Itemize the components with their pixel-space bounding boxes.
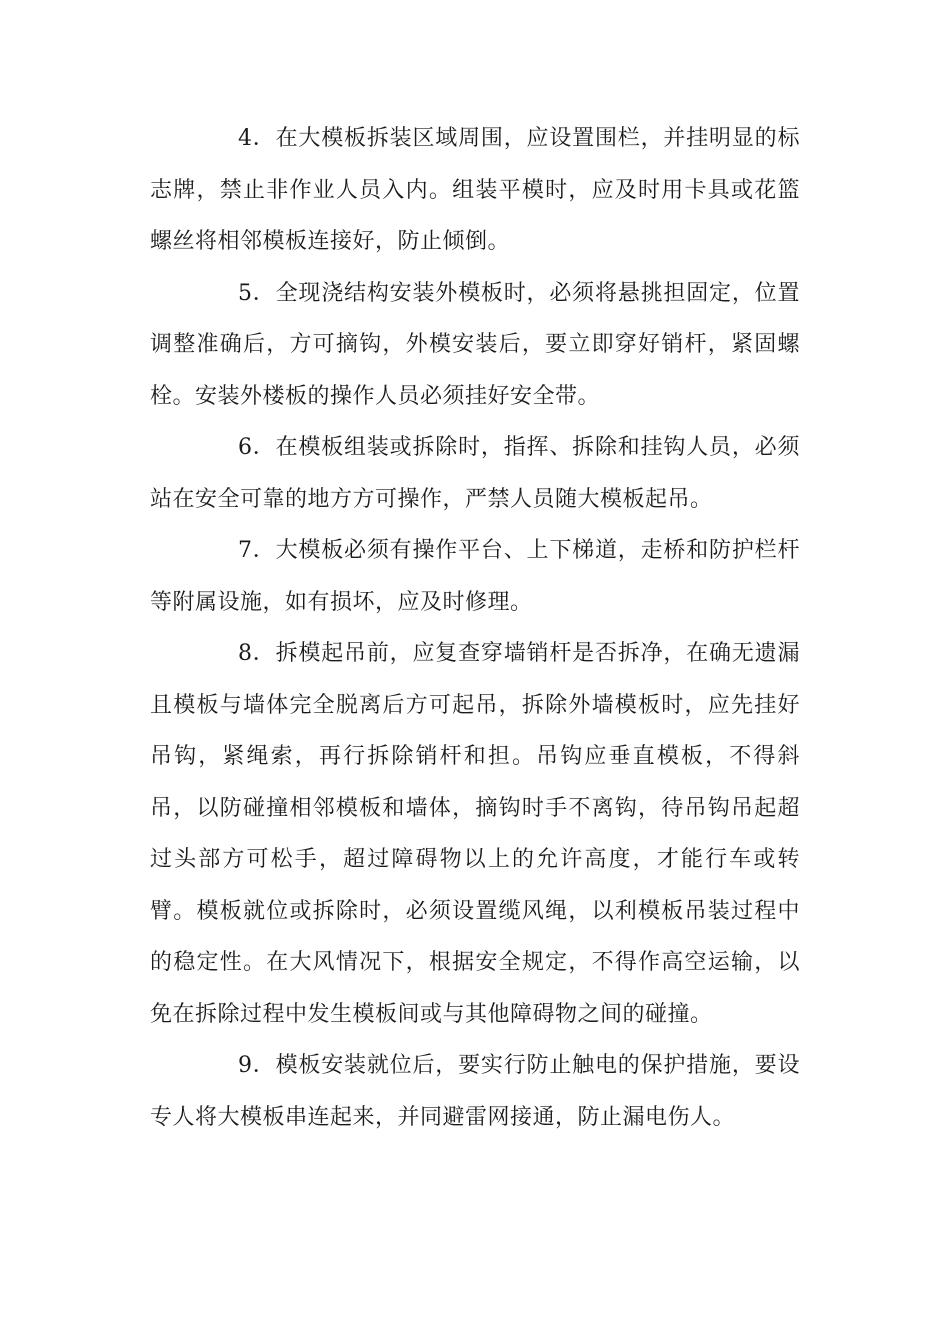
paragraph-item-4: 4．在大模板拆装区域周围，应设置围栏，并挂明显的标志牌，禁止非作业人员入内。组装平模时，应及时用卡具或花篮螺丝将相邻模板连接好，防止倾倒。 bbox=[150, 126, 800, 254]
paragraph-item-6: 6．在模板组装或拆除时，指挥、拆除和挂钩人员，必须站在安全可靠的地方方可操作，严禁人员随大模板起吊。 bbox=[150, 435, 800, 512]
paragraph-item-5: 5．全现浇结构安装外模板时，必须将悬挑担固定，位置调整准确后，方可摘钩，外模安装后，要立即穿好销杆，紧固螺栓。安装外楼板的操作人员必须挂好安全带。 bbox=[150, 280, 800, 409]
paragraph-item-9: 9．模板安装就位后，要实行防止触电的保护措施，要设专人将大模板串连起来，并同避雷网接通，防止漏电伤人。 bbox=[150, 1053, 800, 1130]
paragraph-item-7: 7．大模板必须有操作平台、上下梯道，走桥和防护栏杆等附属设施，如有损坏，应及时修理。 bbox=[150, 538, 800, 615]
document-body bbox=[150, 113, 800, 1143]
paragraph-item-8: 8．拆模起吊前，应复查穿墙销杆是否拆净，在确无遗漏且模板与墙体完全脱离后方可起吊，拆除外墙模板时，应先挂好吊钩，紧绳索，再行拆除销杆和担。吊钩应垂直模板，不得斜吊，以防碰撞相邻模板和墙体，摘钩时手不离钩，待吊钩吊起超过头部方可松手，超过障碍物以上的允许高度，才能行车或转臂。模板就位或拆除时，必须设置缆风绳，以利模板吊装过程中的稳定性。在大风情况下，根据安全规定，不得作高空运输，以免在拆除过程中发生模板间或与其他障碍物之间的碰撞。 bbox=[150, 641, 800, 1027]
